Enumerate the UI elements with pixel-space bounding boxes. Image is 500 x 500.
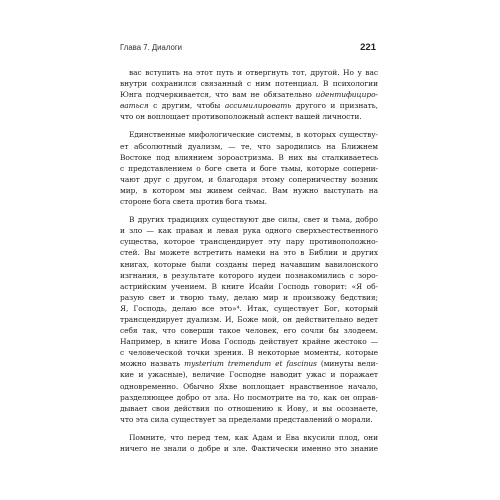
text-line — [120, 392, 378, 403]
text-run: астрийским учением. В книге Исайи Господь говорит: «Я об- — [120, 281, 378, 291]
text-run: мир, в котором мы живем сейчас. Вам нужно выступать на — [120, 185, 378, 195]
text-run: дывает свои действия по отношению к Иову, и вы осознаете, — [120, 403, 378, 413]
text-line — [120, 381, 378, 392]
chapter-title: Глава 7. Диалоги — [120, 43, 183, 52]
text-line — [120, 67, 378, 78]
text-run: разделяющее добро от зла. Но посмотрите на то, как он оправ- — [120, 392, 378, 402]
text-run: с другим, чтобы — [148, 101, 225, 111]
text-run: чают друг с другом, и благодаря этому соперничеству возник — [120, 174, 378, 184]
text-line — [120, 163, 378, 174]
text-run: (минуты вели- — [316, 359, 378, 369]
text-line — [120, 414, 378, 425]
body-text — [120, 67, 378, 461]
text-line — [120, 336, 378, 347]
text-line — [120, 432, 378, 443]
text-run: внутри сохранился связанный с ним потенциал. В психологии — [120, 79, 378, 89]
text-line — [120, 129, 378, 140]
paragraph — [120, 214, 378, 425]
text-line — [120, 236, 378, 247]
text-line — [120, 247, 378, 258]
text-run: ничего не знали о добре и зле. Фактически именно это знание — [120, 444, 378, 453]
text-line — [120, 403, 378, 414]
text-run: Единственные мифологические системы, в которых существу- — [129, 130, 378, 140]
text-line — [120, 270, 378, 281]
text-run: можно назвать — [120, 359, 185, 369]
text-run: ет абсолютный дуализм, — те, что зародились на Ближнем — [120, 141, 378, 151]
text-line — [120, 347, 378, 358]
text-line — [120, 259, 378, 270]
text-run: с человеческой точки зрения. В некоторые моменты, которые — [120, 348, 378, 358]
running-head — [120, 42, 376, 53]
text-run: вас вступить на этот путь и отвергнуть тот, другой. Но у вас — [129, 68, 378, 77]
text-run: Например, в книге Иова Господь действует крайне жестоко — — [120, 337, 378, 347]
italic-text: идентифициро- — [315, 90, 378, 100]
text-run: трансцендирует дуализм. И, Боже мой, он действительно ведет — [120, 314, 378, 324]
text-line — [120, 314, 378, 325]
italic-text: mysterium tremendum et fascinus — [184, 359, 317, 369]
text-run: Я, Господь, делаю все это»⁴. Итак, существует Бог, который — [120, 303, 378, 313]
text-line — [120, 325, 378, 336]
text-run: с представлением о боге света и боге тьмы, которые соперни- — [120, 163, 378, 173]
text-line — [120, 78, 378, 89]
page-number: 221 — [360, 42, 376, 53]
text-run: себя так, что соверши такое человек, его сочли бы злодеем. — [120, 326, 378, 336]
text-line — [120, 281, 378, 292]
text-run: изгнания, в результате которого иудеи познакомились с зоро- — [120, 270, 378, 280]
paragraph — [120, 432, 378, 454]
text-line — [120, 89, 378, 100]
text-run: что эта сила существует за пределами представлений о морали. — [120, 414, 373, 424]
text-line — [120, 111, 378, 122]
paragraph — [120, 129, 378, 207]
text-run: книгах, которые были созданы перед начавшим вавилонского — [120, 259, 378, 269]
text-line — [120, 292, 378, 303]
text-line — [120, 152, 378, 163]
text-line — [120, 225, 378, 236]
text-line — [120, 214, 378, 225]
text-run: разую свет и творю тьму, делаю мир и произвожу бедствия; — [120, 292, 378, 302]
text-run: В других традициях существуют две силы, свет и тьма, добро — [129, 215, 378, 225]
text-line — [120, 303, 378, 314]
text-run: стей. Вы можете встретить намеки на это в Библии и других — [120, 248, 378, 258]
text-line — [120, 443, 378, 454]
text-line — [120, 185, 378, 196]
text-line — [120, 358, 378, 369]
text-run: другого и признать, — [291, 101, 378, 111]
text-line — [120, 174, 378, 185]
text-line — [120, 196, 378, 207]
text-run: кие и ужасные), величие Господне наводит ужас и поражает — [120, 370, 378, 380]
paragraph — [120, 67, 378, 122]
text-run: Юнга подчеркивается, что вам не обязательно — [120, 90, 316, 100]
text-run: существа, которое трансцендирует эту пару противоположно- — [120, 237, 378, 247]
text-run: и зло — как правая и левая рука одного сверхъестественного — [120, 226, 378, 236]
text-run: стороне бога света против бога тьмы. — [120, 197, 267, 207]
italic-text: ассимилировать — [224, 101, 292, 111]
text-line — [120, 141, 378, 152]
text-run: что он воплощает противоположный аспект вашей личности. — [120, 112, 362, 122]
text-run: одновременно. Обычно Яхве воплощает нравственное начало, — [120, 381, 378, 391]
text-line — [120, 100, 378, 111]
text-run: Востоке под влиянием зороастризма. В них вы сталкиваетесь — [120, 152, 378, 162]
text-line — [120, 369, 378, 380]
italic-text: ваться — [120, 101, 149, 111]
text-run: Помните, что перед тем, как Адам и Ева вкусили плод, они — [129, 432, 378, 442]
